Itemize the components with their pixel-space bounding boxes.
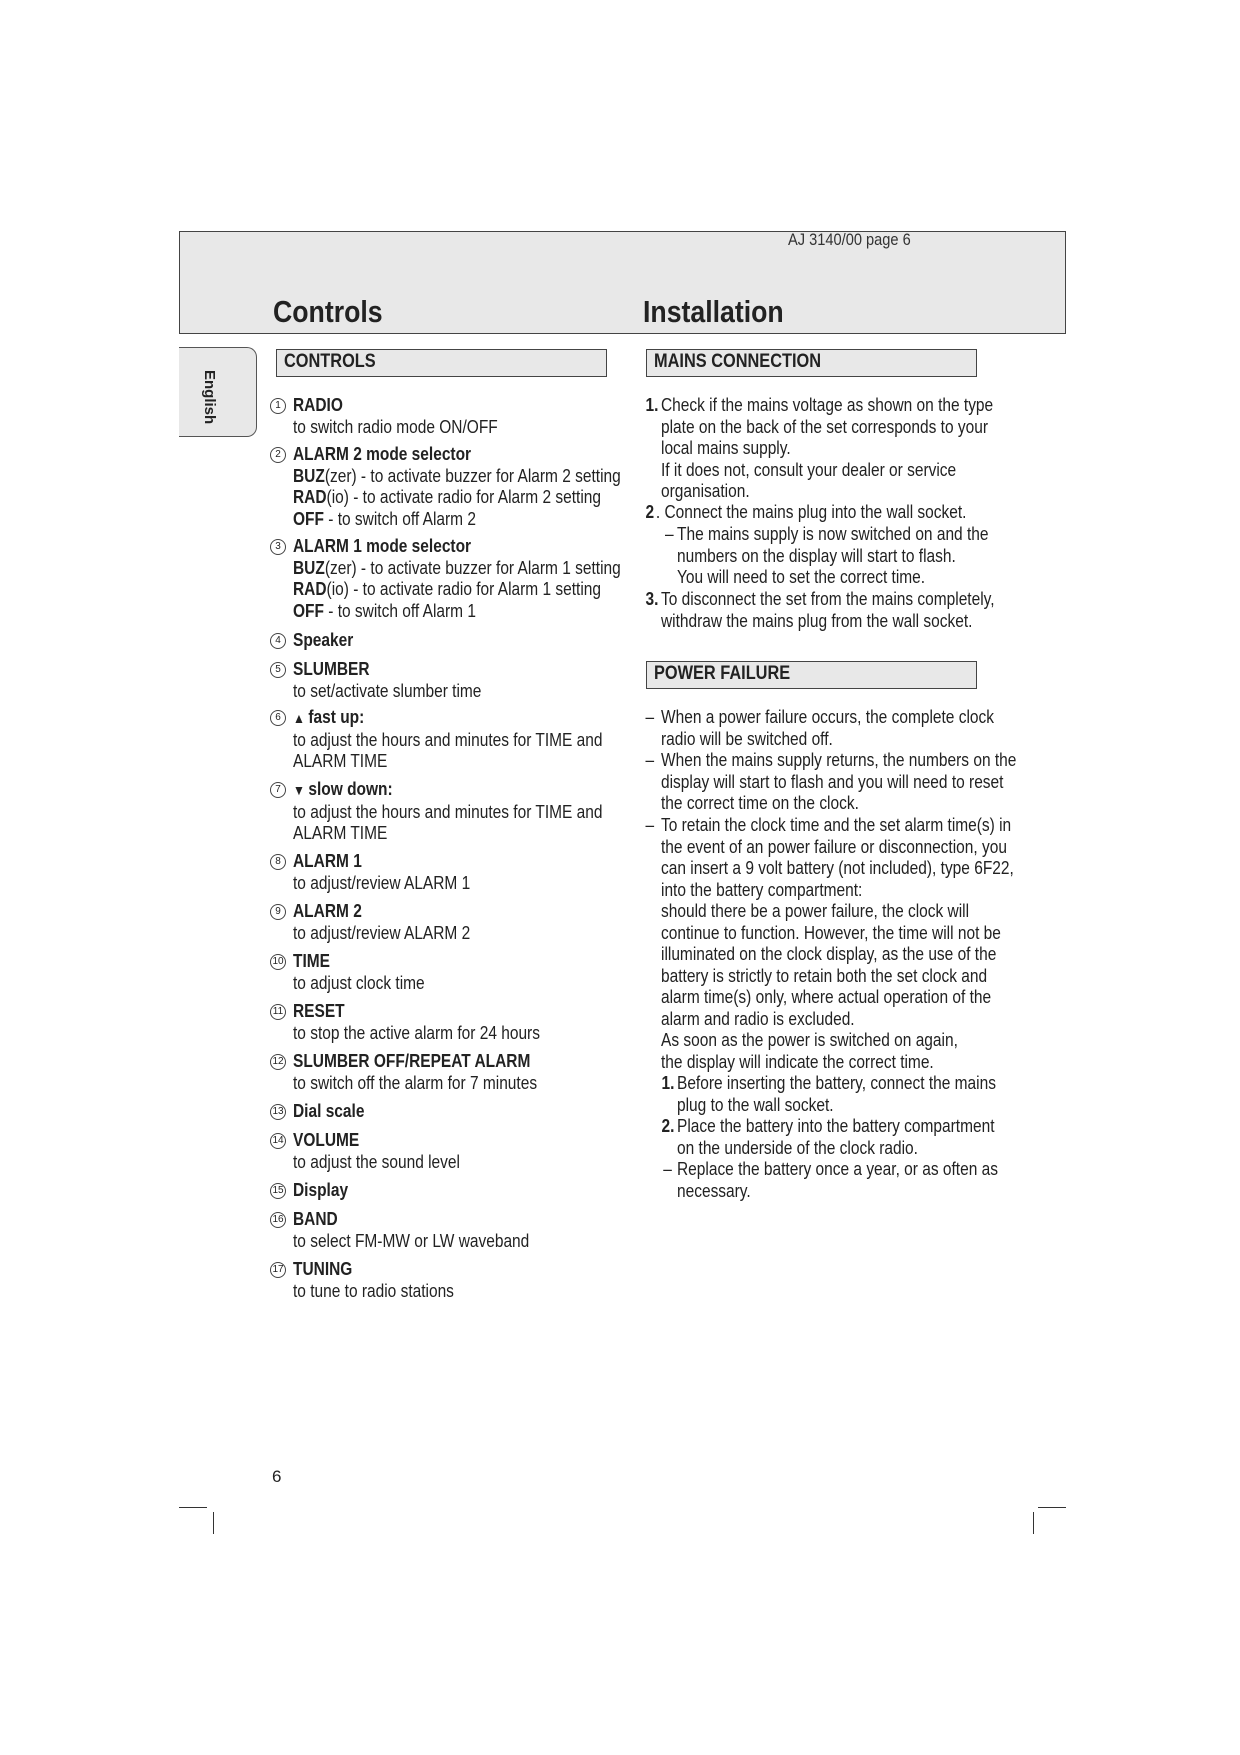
text-line: necessary. (677, 1180, 751, 1201)
text-line: You will need to set the correct time. (677, 567, 926, 587)
controls-title: Controls (273, 294, 383, 329)
control-setting-row: OFF - to switch off Alarm 1 (293, 600, 476, 621)
power-heading-box (646, 661, 977, 689)
control-item (272, 1130, 487, 1173)
text-line: numbers on the display will start to flash. (677, 545, 956, 566)
control-setting-row: BUZ(zer) - to activate buzzer for Alarm 2 setting (293, 465, 621, 486)
text-line: plug to the wall socket. (677, 1094, 834, 1115)
control-title: ALARM 1 mode selector (293, 536, 472, 556)
mains-step-3 (645, 589, 995, 632)
control-title: RESET (293, 1001, 345, 1021)
control-description: to adjust the hours and minutes for TIME and (293, 801, 603, 822)
control-item (272, 1051, 577, 1094)
control-number: 10 (270, 954, 286, 970)
control-title: BAND (293, 1209, 338, 1229)
text-line: radio will be switched off. (661, 728, 833, 749)
control-number: 11 (270, 1004, 286, 1020)
control-description: ALARM TIME (293, 823, 388, 843)
power-sub-step-1 (661, 1073, 996, 1116)
control-item (275, 779, 653, 845)
control-description: to adjust the hours and minutes for TIME and (293, 729, 603, 750)
power-bullet-2 (645, 750, 1017, 815)
control-title: ALARM 1 (293, 851, 362, 871)
text-line: on the underside of the clock radio. (677, 1137, 918, 1158)
control-title: ALARM 2 mode selector (293, 444, 472, 464)
control-item (275, 444, 674, 530)
text-line: into the battery compartment: (661, 879, 863, 900)
page-number: 6 (272, 1467, 282, 1486)
text-line: should there be a power failure, the clock will (661, 901, 970, 921)
text-line: To disconnect the set from the mains completely, (661, 589, 995, 609)
language-tab (179, 347, 257, 437)
text-line: The mains supply is now switched on and the (677, 524, 989, 544)
control-number: 2 (270, 447, 286, 463)
control-title: VOLUME (293, 1130, 360, 1150)
control-number: 13 (270, 1104, 286, 1120)
crop-mark (1033, 1512, 1034, 1534)
control-title: fast up: (308, 707, 365, 727)
control-number: 7 (270, 782, 286, 798)
step-marker: 1. (661, 1073, 675, 1093)
control-item (272, 1259, 480, 1302)
arrow-down-icon: ▼ (293, 782, 305, 798)
control-title: ALARM 2 (293, 901, 362, 921)
control-item (275, 395, 531, 438)
text-line: battery is strictly to retain both the set clock and (661, 965, 988, 986)
control-title: TUNING (293, 1259, 353, 1279)
text-line: continue to function. However, the time will not be (661, 922, 1001, 943)
mains-step-2-dash (664, 524, 989, 589)
text-line: the correct time on the clock. (661, 793, 859, 813)
page-code: AJ 3140/00 page 6 (788, 230, 911, 249)
step-marker: 3. (645, 589, 659, 609)
control-title: Display (293, 1180, 349, 1200)
text-line: local mains supply. (661, 438, 791, 458)
mains-heading-box (646, 349, 977, 377)
dash-marker: – (645, 707, 655, 727)
control-title: Speaker (293, 630, 354, 650)
control-title: RADIO (293, 395, 343, 415)
mains-step-2 (645, 502, 967, 524)
control-number: 4 (270, 633, 286, 649)
controls-heading: CONTROLS (284, 351, 376, 372)
control-number: 5 (270, 662, 286, 678)
control-item (275, 901, 499, 944)
control-number: 12 (270, 1054, 286, 1070)
control-title: SLUMBER (293, 659, 370, 679)
text-line: As soon as the power is switched on again, (661, 1030, 958, 1050)
control-number: 6 (270, 710, 286, 726)
control-description: to tune to radio stations (293, 1280, 454, 1301)
control-item (275, 707, 653, 773)
language-label: English (201, 370, 218, 425)
control-number: 16 (270, 1212, 286, 1228)
control-description: to stop the active alarm for 24 hours (293, 1022, 540, 1043)
text-line: Check if the mains voltage as shown on the type (661, 395, 994, 415)
installation-title: Installation (643, 294, 784, 329)
control-description: to select FM-MW or LW waveband (293, 1230, 530, 1251)
crop-mark (1038, 1507, 1066, 1508)
power-bullet-1 (645, 707, 994, 750)
control-number: 9 (270, 904, 286, 920)
control-item (272, 1101, 376, 1123)
control-description: to switch radio mode ON/OFF (293, 416, 498, 437)
control-number: 17 (270, 1262, 286, 1278)
control-item (275, 659, 512, 702)
control-number: 3 (270, 539, 286, 555)
text-line: display will start to flash and you will need to reset (661, 771, 1004, 792)
control-item (275, 851, 499, 894)
dash-marker: – (663, 1159, 672, 1179)
text-line: the event of an power failure or disconnection, you (661, 836, 1007, 857)
controls-heading-box (276, 349, 607, 377)
power-bullet-3 (645, 815, 1014, 1073)
text-line: To retain the clock time and the set alarm time(s) in (661, 815, 1012, 835)
text-line: illuminated on the clock display, as the use of the (661, 944, 997, 964)
control-item (272, 1209, 568, 1252)
control-item (275, 536, 674, 622)
mains-step-1 (645, 395, 994, 503)
text-line: can insert a 9 volt battery (not included), type 6F22, (661, 858, 1014, 878)
control-setting-row: OFF - to switch off Alarm 2 (293, 508, 476, 529)
control-description: to adjust the sound level (293, 1151, 460, 1172)
power-sub-step-2 (661, 1116, 995, 1159)
text-line: alarm time(s) only, where actual operation of the (661, 987, 992, 1007)
control-title: SLUMBER OFF/REPEAT ALARM (293, 1051, 531, 1071)
power-sub-dash (663, 1159, 998, 1202)
control-number: 15 (270, 1183, 286, 1199)
control-title: slow down: (308, 779, 393, 799)
text-line: plate on the back of the set corresponds to your (661, 416, 989, 437)
control-description: to adjust/review ALARM 1 (293, 872, 471, 893)
mains-heading: MAINS CONNECTION (654, 351, 822, 372)
step-marker: 2 (645, 502, 655, 522)
control-number: 1 (270, 398, 286, 414)
control-description: to adjust/review ALARM 2 (293, 922, 471, 943)
text-line: withdraw the mains plug from the wall socket. (661, 610, 973, 631)
text-line: Before inserting the battery, connect the mains (677, 1073, 996, 1093)
dash-marker: – (664, 524, 674, 544)
text-line: the display will indicate the correct time. (661, 1051, 934, 1072)
text-line: organisation. (661, 481, 750, 501)
text-line: When the mains supply returns, the numbers on the (661, 750, 1017, 770)
control-item (272, 1001, 580, 1044)
text-line: If it does not, consult your dealer or service (661, 459, 957, 480)
control-description: to adjust clock time (293, 972, 425, 993)
control-item (275, 630, 363, 652)
text-line: alarm and radio is excluded. (661, 1008, 855, 1029)
arrow-up-icon: ▲ (293, 710, 305, 726)
dash-marker: – (645, 750, 655, 770)
step-marker: 1. (645, 395, 659, 415)
control-title: Dial scale (293, 1101, 365, 1121)
dash-marker: – (645, 815, 655, 835)
control-description: to set/activate slumber time (293, 680, 482, 701)
text-line: . Connect the mains plug into the wall socket. (655, 502, 967, 522)
control-description: ALARM TIME (293, 751, 388, 771)
text-line: Replace the battery once a year, or as often as (677, 1159, 998, 1179)
text-line: Place the battery into the battery compartment (677, 1116, 995, 1136)
control-setting-row: RAD(io) - to activate radio for Alarm 2 setting (293, 487, 602, 507)
power-heading: POWER FAILURE (654, 663, 791, 684)
control-title: TIME (293, 951, 330, 971)
control-item (272, 951, 446, 994)
control-item (272, 1180, 357, 1202)
control-description: to switch off the alarm for 7 minutes (293, 1072, 538, 1093)
crop-mark (179, 1507, 207, 1508)
control-number: 8 (270, 854, 286, 870)
control-setting-row: RAD(io) - to activate radio for Alarm 1 setting (293, 579, 602, 599)
control-setting-row: BUZ(zer) - to activate buzzer for Alarm 1 setting (293, 557, 621, 578)
step-marker: 2. (661, 1116, 675, 1136)
text-line: When a power failure occurs, the complete clock (661, 707, 994, 727)
crop-mark (213, 1512, 214, 1534)
control-number: 14 (270, 1133, 286, 1149)
